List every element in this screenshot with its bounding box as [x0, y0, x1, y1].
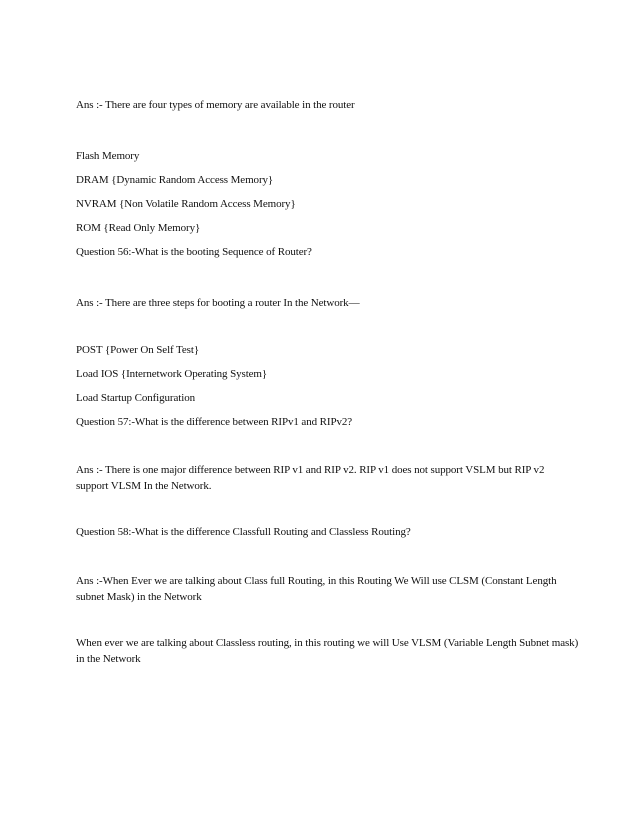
- answer-classless-line-2: in the Network: [76, 653, 141, 665]
- answer-classfull-line-1: Ans :-When Ever we are talking about Class full Routing, in this Routing We Will use CLSM (Constant Length: [76, 575, 557, 587]
- memory-flash: Flash Memory: [76, 150, 140, 162]
- memory-nvram: NVRAM {Non Volatile Random Access Memory}: [76, 198, 296, 210]
- answer-rip-line-2: support VLSM In the Network.: [76, 480, 212, 492]
- question-56: Question 56:-What is the booting Sequence of Router?: [76, 246, 312, 258]
- boot-step-startup-config: Load Startup Configuration: [76, 392, 195, 404]
- memory-dram: DRAM {Dynamic Random Access Memory}: [76, 174, 274, 186]
- answer-booting-steps: Ans :- There are three steps for booting a router In the Network—: [76, 297, 360, 309]
- answer-memory-types: Ans :- There are four types of memory are available in the router: [76, 99, 355, 111]
- memory-rom: ROM {Read Only Memory}: [76, 222, 201, 234]
- boot-step-load-ios: Load IOS {Internetwork Operating System}: [76, 368, 268, 380]
- boot-step-post: POST {Power On Self Test}: [76, 344, 200, 356]
- question-58: Question 58:-What is the difference Classfull Routing and Classless Routing?: [76, 526, 411, 538]
- answer-classfull-line-2: subnet Mask) in the Network: [76, 591, 202, 603]
- answer-rip-line-1: Ans :- There is one major difference between RIP v1 and RIP v2. RIP v1 does not support VSLM but RIP v2: [76, 464, 545, 476]
- answer-classless-line-1: When ever we are talking about Classless routing, in this routing we will Use VLSM (Variable Length Subnet mask): [76, 637, 579, 649]
- question-57: Question 57:-What is the difference between RIPv1 and RIPv2?: [76, 416, 353, 428]
